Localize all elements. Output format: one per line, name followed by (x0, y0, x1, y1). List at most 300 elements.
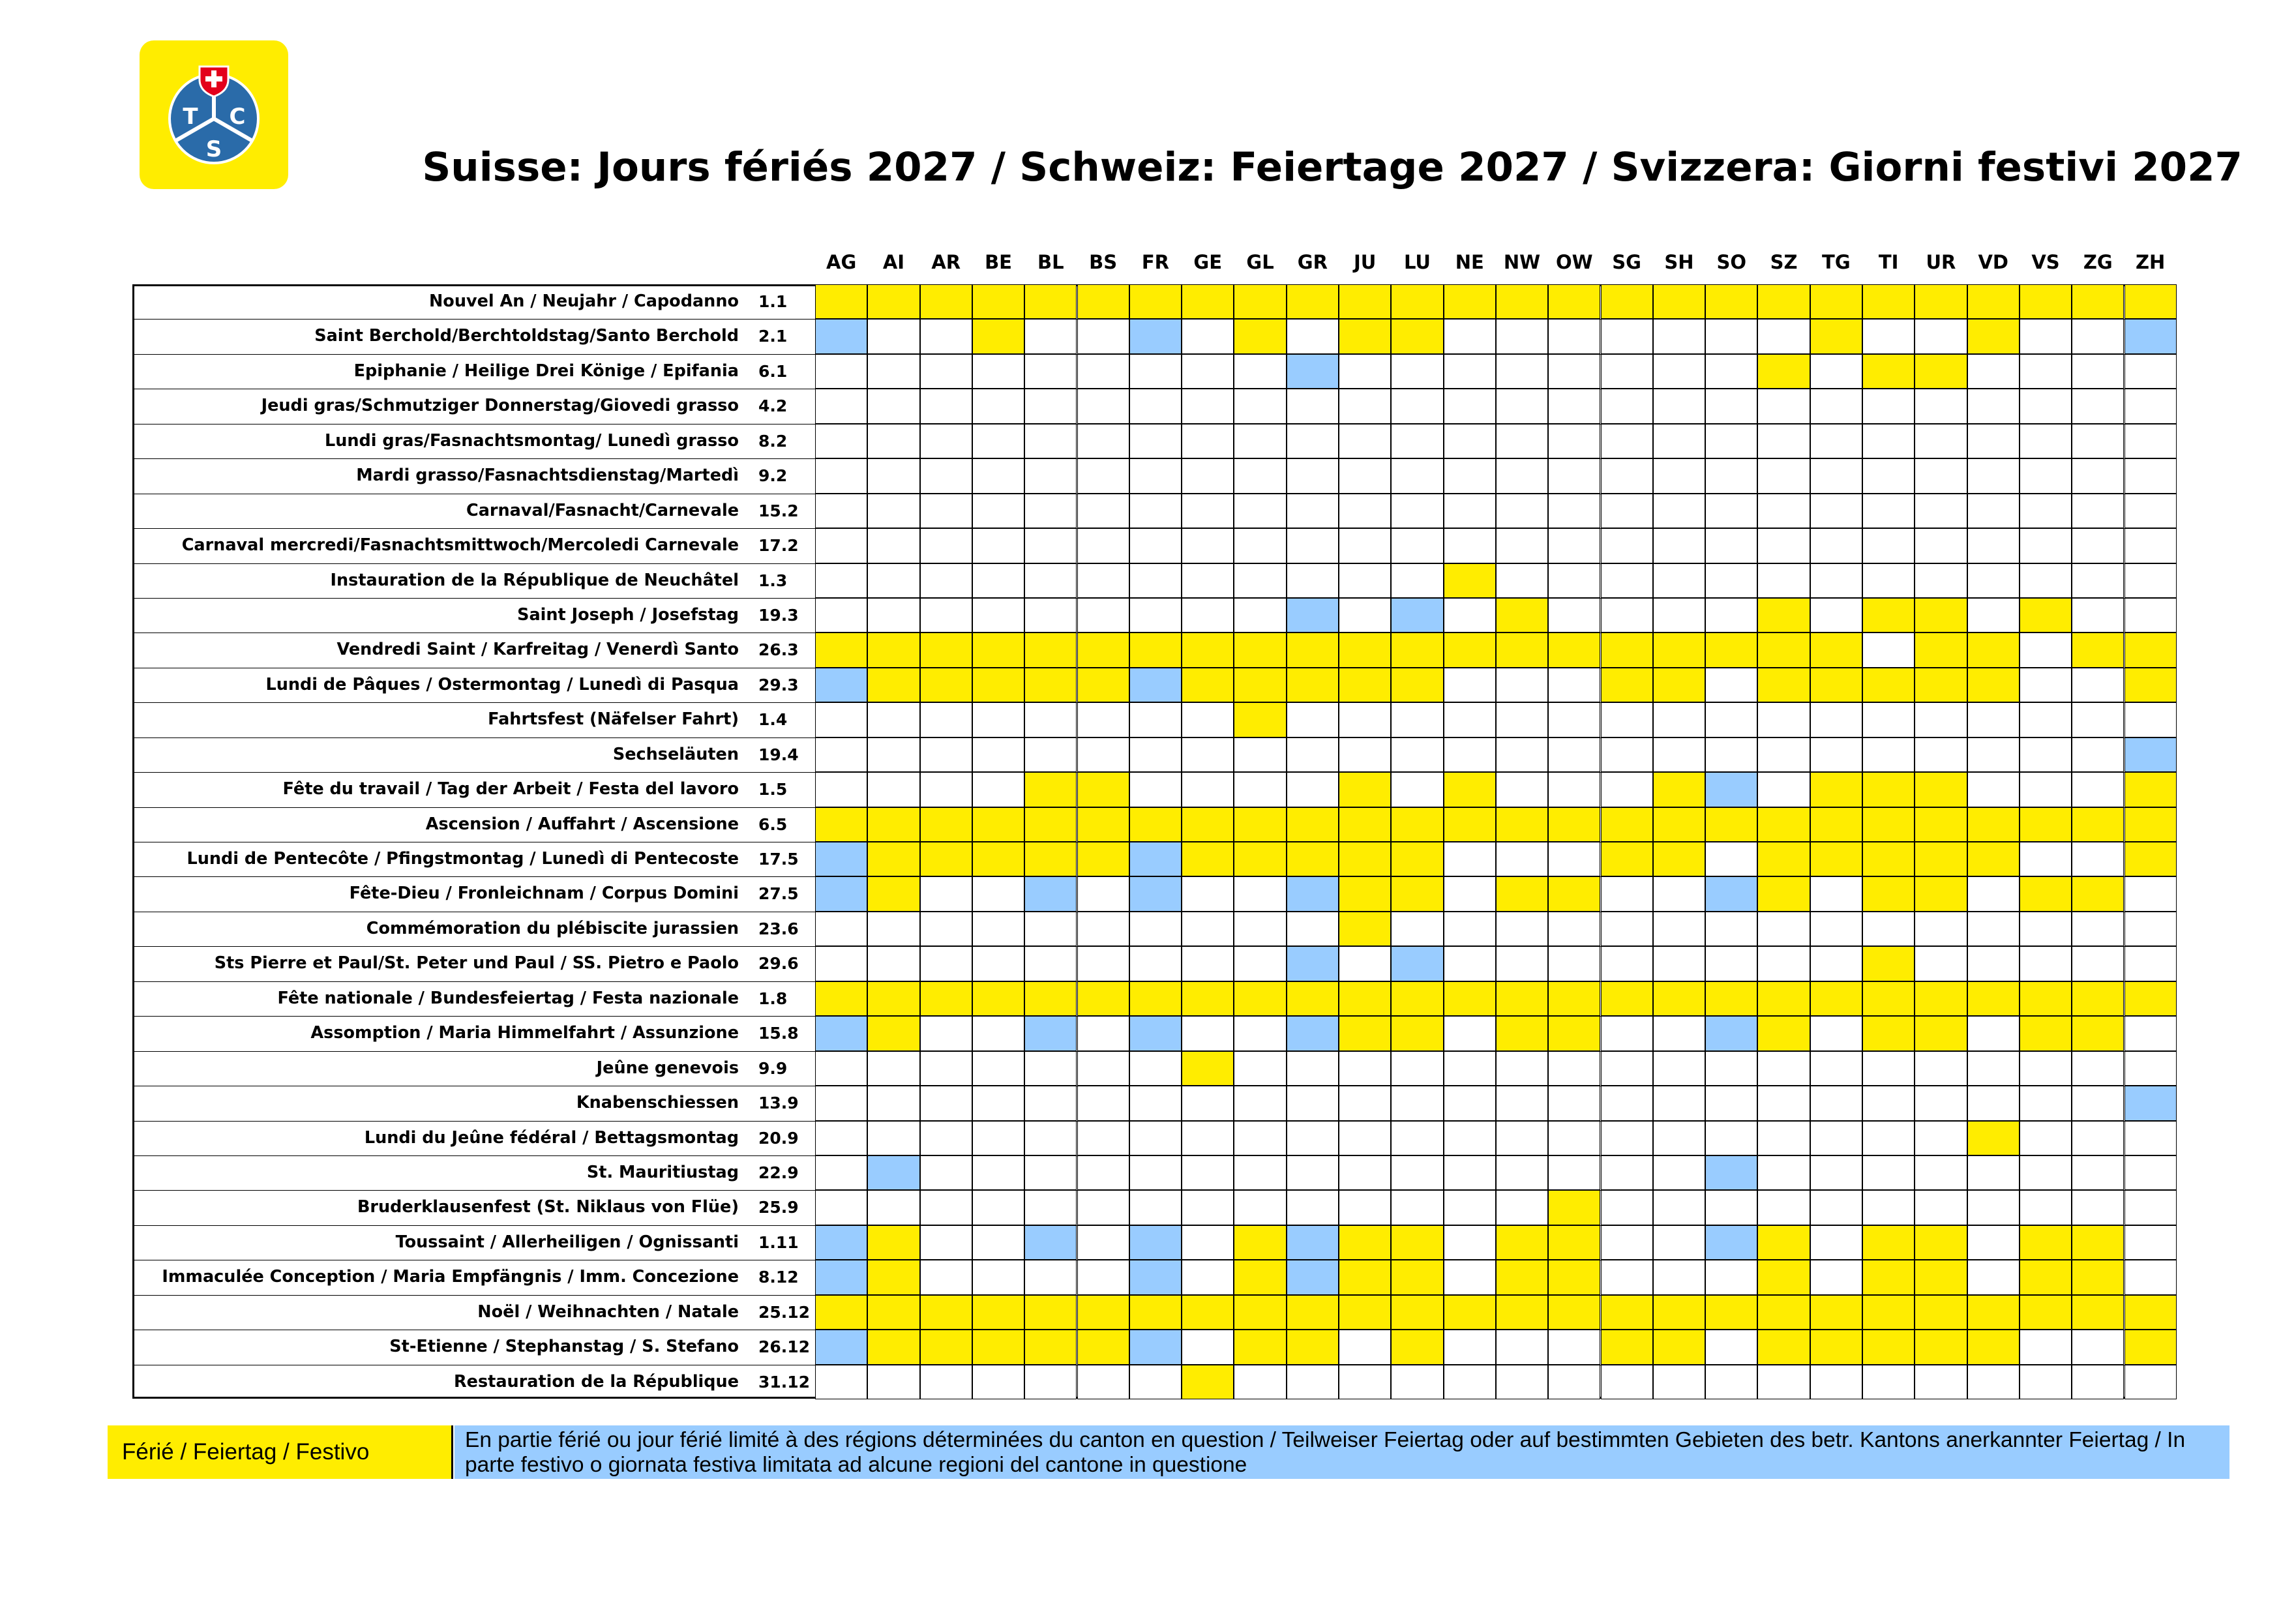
cell-sz-none (1757, 1190, 1810, 1225)
cell-vd-full (1967, 668, 2020, 702)
cell-tg-full (1810, 981, 1862, 1016)
cell-lu-partial (1391, 598, 1443, 633)
cell-ge-full (1182, 807, 1234, 842)
cell-lu-full (1391, 1225, 1443, 1260)
cell-ne-full (1444, 633, 1496, 667)
cell-lu-full (1391, 1260, 1443, 1294)
cell-ur-full (1915, 1016, 1967, 1050)
cell-vd-full (1967, 633, 2020, 667)
cell-gr-none (1287, 494, 1339, 528)
cell-ai-full (867, 1295, 919, 1330)
cell-ar-none (920, 1155, 972, 1190)
cell-gr-partial (1287, 1225, 1339, 1260)
cell-ag-none (815, 772, 867, 807)
cell-sz-full (1757, 1295, 1810, 1330)
cell-vs-none (2020, 946, 2072, 981)
table-row (132, 981, 2163, 1016)
cell-bl-none (1024, 1051, 1077, 1086)
cell-sh-none (1653, 424, 1705, 458)
cell-vs-full (2020, 598, 2072, 633)
cell-ju-full (1339, 807, 1391, 842)
holiday-name: Carnaval mercredi/Fasnachtsmittwoch/Mercoledi Carnevale (181, 535, 739, 556)
canton-header-ur: UR (1926, 251, 1956, 273)
cell-vs-full (2020, 981, 2072, 1016)
cell-ge-full (1182, 633, 1234, 667)
cell-sg-none (1601, 354, 1653, 389)
cell-zg-full (2072, 807, 2124, 842)
cell-zg-full (2072, 1295, 2124, 1330)
cell-ow-none (1548, 702, 1600, 737)
cell-bl-none (1024, 1121, 1077, 1155)
cell-ag-none (815, 912, 867, 946)
cell-sh-full (1653, 842, 1705, 876)
cell-zg-none (2072, 946, 2124, 981)
cell-ge-full (1182, 1295, 1234, 1330)
cell-vd-none (1967, 702, 2020, 737)
cell-gr-none (1287, 772, 1339, 807)
cell-ti-none (1862, 1086, 1915, 1120)
cell-bs-full (1077, 284, 1129, 319)
cell-ti-none (1862, 389, 1915, 423)
cell-vd-none (1967, 1155, 2020, 1190)
cell-tg-none (1810, 946, 1862, 981)
cell-gr-full (1287, 807, 1339, 842)
cell-ag-none (815, 424, 867, 458)
cell-vs-none (2020, 633, 2072, 667)
cell-bl-partial (1024, 1225, 1077, 1260)
cell-zg-none (2072, 424, 2124, 458)
cell-bs-none (1077, 1155, 1129, 1190)
holiday-date: 6.1 (758, 361, 788, 381)
cell-ow-none (1548, 737, 1600, 772)
cell-fr-partial (1129, 1016, 1182, 1050)
cell-tg-full (1810, 1330, 1862, 1364)
cell-ti-none (1862, 1051, 1915, 1086)
logo-letter-c: C (229, 104, 246, 130)
cell-nw-full (1496, 876, 1548, 911)
cell-lu-full (1391, 668, 1443, 702)
canton-header-fr: FR (1141, 251, 1170, 273)
cell-ju-full (1339, 842, 1391, 876)
cell-sh-none (1653, 702, 1705, 737)
table-row (132, 807, 2163, 842)
cell-nw-full (1496, 1016, 1548, 1050)
cell-ju-none (1339, 494, 1391, 528)
cell-ti-full (1862, 876, 1915, 911)
cell-ar-none (920, 389, 972, 423)
cell-nw-none (1496, 1086, 1548, 1120)
cell-nw-none (1496, 458, 1548, 493)
cell-ti-none (1862, 424, 1915, 458)
cell-sh-none (1653, 946, 1705, 981)
cell-zh-full (2125, 981, 2177, 1016)
holiday-name: St. Mauritiustag (586, 1163, 739, 1182)
cell-fr-none (1129, 354, 1182, 389)
cell-bs-none (1077, 737, 1129, 772)
cell-ag-partial (815, 1330, 867, 1364)
cell-bs-none (1077, 319, 1129, 353)
cell-lu-partial (1391, 946, 1443, 981)
cell-ju-none (1339, 354, 1391, 389)
cell-nw-none (1496, 389, 1548, 423)
cell-bl-full (1024, 981, 1077, 1016)
cell-ge-none (1182, 1121, 1234, 1155)
holiday-date: 9.2 (758, 466, 788, 486)
canton-header-ar: AR (931, 251, 961, 273)
cell-tg-none (1810, 389, 1862, 423)
holiday-date: 25.9 (758, 1198, 799, 1217)
cell-ge-none (1182, 563, 1234, 598)
cell-gr-none (1287, 1086, 1339, 1120)
cell-ti-none (1862, 633, 1915, 667)
cell-fr-none (1129, 946, 1182, 981)
cell-ar-none (920, 1190, 972, 1225)
cell-fr-none (1129, 494, 1182, 528)
canton-header-vs: VS (2031, 251, 2060, 273)
cell-ne-none (1444, 1016, 1496, 1050)
cell-ag-full (815, 807, 867, 842)
cell-tg-none (1810, 1121, 1862, 1155)
cell-sz-full (1757, 842, 1810, 876)
cell-sz-none (1757, 563, 1810, 598)
cell-sh-full (1653, 772, 1705, 807)
cell-ne-none (1444, 1190, 1496, 1225)
cell-gl-full (1234, 807, 1286, 842)
table-row (132, 319, 2163, 353)
legend-partial-holiday (455, 1425, 2229, 1479)
cell-gl-none (1234, 563, 1286, 598)
cell-bl-full (1024, 842, 1077, 876)
cell-ne-full (1444, 284, 1496, 319)
cell-sz-full (1757, 284, 1810, 319)
cell-ti-none (1862, 912, 1915, 946)
cell-gr-partial (1287, 876, 1339, 911)
cell-sh-none (1653, 1121, 1705, 1155)
cell-so-none (1705, 1365, 1757, 1399)
cell-sz-full (1757, 354, 1810, 389)
cell-sh-none (1653, 876, 1705, 911)
cell-bl-none (1024, 424, 1077, 458)
cell-vd-none (1967, 389, 2020, 423)
cell-lu-none (1391, 912, 1443, 946)
cell-ar-full (920, 633, 972, 667)
cell-sh-none (1653, 1260, 1705, 1294)
canton-header-ge: GE (1193, 251, 1223, 273)
holiday-date: 9.9 (758, 1058, 788, 1078)
cell-ag-partial (815, 842, 867, 876)
cell-ar-none (920, 737, 972, 772)
cell-ne-full (1444, 1295, 1496, 1330)
cell-ne-none (1444, 946, 1496, 981)
holiday-date: 27.5 (758, 884, 799, 904)
holiday-date: 1.11 (758, 1232, 799, 1252)
cell-ar-none (920, 1225, 972, 1260)
cell-ge-none (1182, 1225, 1234, 1260)
table-row (132, 1225, 2163, 1260)
cell-ne-none (1444, 842, 1496, 876)
cell-fr-none (1129, 1121, 1182, 1155)
cell-gl-none (1234, 424, 1286, 458)
cell-sg-full (1601, 1330, 1653, 1364)
page-title: Suisse: Jours fériés 2027 / Schweiz: Feiertage 2027 / Svizzera: Giorni festivi 2027 (422, 144, 2243, 190)
cell-sh-none (1653, 458, 1705, 493)
table-row (132, 458, 2163, 493)
cell-ai-full (867, 807, 919, 842)
cell-ju-none (1339, 1190, 1391, 1225)
cell-be-none (972, 1155, 1024, 1190)
cell-ow-none (1548, 528, 1600, 563)
cell-sg-none (1601, 1190, 1653, 1225)
cell-vs-none (2020, 458, 2072, 493)
cell-bs-none (1077, 702, 1129, 737)
cell-sz-none (1757, 1155, 1810, 1190)
table-row (132, 1086, 2163, 1120)
cell-be-none (972, 876, 1024, 911)
cell-gr-partial (1287, 946, 1339, 981)
holiday-date: 15.2 (758, 501, 799, 520)
table-row (132, 876, 2163, 911)
table-row (132, 1016, 2163, 1050)
cell-so-partial (1705, 1016, 1757, 1050)
cell-sg-none (1601, 1155, 1653, 1190)
holiday-name: Lundi de Pentecôte / Pfingstmontag / Lunedì di Pentecoste (186, 849, 739, 869)
cell-sg-full (1601, 1295, 1653, 1330)
cell-sz-none (1757, 912, 1810, 946)
cell-vd-none (1967, 1190, 2020, 1225)
cell-ti-full (1862, 807, 1915, 842)
cell-vd-full (1967, 1121, 2020, 1155)
canton-header-ne: NE (1455, 251, 1484, 273)
cell-sg-none (1601, 598, 1653, 633)
table-row (132, 494, 2163, 528)
cell-ag-none (815, 563, 867, 598)
cell-be-none (972, 1365, 1024, 1399)
cell-ju-full (1339, 668, 1391, 702)
cell-sh-full (1653, 633, 1705, 667)
cell-zg-none (2072, 319, 2124, 353)
cell-so-none (1705, 1051, 1757, 1086)
cell-be-none (972, 1260, 1024, 1294)
cell-nw-none (1496, 842, 1548, 876)
cell-be-full (972, 1330, 1024, 1364)
cell-gl-none (1234, 598, 1286, 633)
cell-ju-none (1339, 1155, 1391, 1190)
cell-ti-none (1862, 563, 1915, 598)
cell-bs-full (1077, 1295, 1129, 1330)
holiday-name: Carnaval/Fasnacht/Carnevale (466, 500, 739, 520)
cell-be-none (972, 702, 1024, 737)
holiday-date: 1.1 (758, 292, 788, 311)
cell-ju-full (1339, 319, 1391, 353)
cell-ow-none (1548, 1155, 1600, 1190)
cell-ag-none (815, 389, 867, 423)
cell-nw-none (1496, 912, 1548, 946)
cell-vs-none (2020, 389, 2072, 423)
cell-sz-full (1757, 981, 1810, 1016)
cell-nw-none (1496, 1155, 1548, 1190)
holiday-date: 13.9 (758, 1094, 799, 1113)
cell-ai-none (867, 702, 919, 737)
cell-ai-none (867, 772, 919, 807)
cell-tg-none (1810, 1190, 1862, 1225)
cell-ne-none (1444, 1121, 1496, 1155)
cell-ag-partial (815, 319, 867, 353)
cell-zh-full (2125, 284, 2177, 319)
cell-be-none (972, 737, 1024, 772)
cell-gl-none (1234, 354, 1286, 389)
cell-ar-full (920, 807, 972, 842)
cell-sh-full (1653, 668, 1705, 702)
cell-ju-none (1339, 1051, 1391, 1086)
cell-fr-none (1129, 1190, 1182, 1225)
cell-ai-full (867, 1260, 919, 1294)
cell-vd-none (1967, 424, 2020, 458)
cell-sg-full (1601, 668, 1653, 702)
cell-zh-partial (2125, 319, 2177, 353)
holiday-date: 26.12 (758, 1337, 811, 1357)
cell-zh-none (2125, 946, 2177, 981)
cell-sh-none (1653, 737, 1705, 772)
cell-ar-none (920, 354, 972, 389)
cell-lu-none (1391, 389, 1443, 423)
cell-zg-none (2072, 1190, 2124, 1225)
cell-ne-none (1444, 319, 1496, 353)
cell-ur-full (1915, 981, 1967, 1016)
cell-gl-none (1234, 1365, 1286, 1399)
cell-lu-none (1391, 494, 1443, 528)
table-row (132, 563, 2163, 598)
cell-zg-none (2072, 1365, 2124, 1399)
cell-zg-none (2072, 668, 2124, 702)
cell-gl-none (1234, 528, 1286, 563)
cell-gl-none (1234, 458, 1286, 493)
holiday-date: 4.2 (758, 396, 788, 416)
cell-so-none (1705, 1086, 1757, 1120)
cell-zh-none (2125, 1225, 2177, 1260)
cell-zg-none (2072, 354, 2124, 389)
cell-vd-none (1967, 772, 2020, 807)
cell-ti-none (1862, 1365, 1915, 1399)
cell-gr-none (1287, 1190, 1339, 1225)
cell-tg-none (1810, 528, 1862, 563)
cell-be-none (972, 598, 1024, 633)
cell-ne-none (1444, 598, 1496, 633)
table-row (132, 633, 2163, 667)
cell-fr-full (1129, 807, 1182, 842)
cell-ow-full (1548, 284, 1600, 319)
cell-ow-none (1548, 912, 1600, 946)
holiday-name: Fête nationale / Bundesfeiertag / Festa nazionale (277, 988, 739, 1008)
cell-ow-full (1548, 1225, 1600, 1260)
cell-gl-full (1234, 981, 1286, 1016)
cell-ge-none (1182, 1190, 1234, 1225)
cell-bl-full (1024, 633, 1077, 667)
cell-zh-none (2125, 354, 2177, 389)
cell-gl-none (1234, 737, 1286, 772)
cell-be-full (972, 842, 1024, 876)
holiday-name: Jeudi gras/Schmutziger Donnerstag/Giovedi grasso (261, 396, 739, 416)
cell-bs-full (1077, 1330, 1129, 1364)
cell-zg-none (2072, 702, 2124, 737)
holiday-date: 6.5 (758, 814, 788, 834)
holiday-name: Lundi de Pâques / Ostermontag / Lunedì di Pasqua (265, 674, 739, 694)
cell-so-none (1705, 319, 1757, 353)
cell-vd-none (1967, 737, 2020, 772)
holiday-name: Instauration de la République de Neuchâtel (330, 570, 739, 590)
cell-be-none (972, 772, 1024, 807)
canton-header-zg: ZG (2083, 251, 2113, 273)
cell-ow-none (1548, 458, 1600, 493)
cell-fr-none (1129, 528, 1182, 563)
cell-sz-none (1757, 1051, 1810, 1086)
cell-ai-full (867, 1330, 919, 1364)
cell-gl-none (1234, 772, 1286, 807)
cell-bs-full (1077, 981, 1129, 1016)
canton-header-gr: GR (1297, 251, 1328, 273)
cell-ge-none (1182, 702, 1234, 737)
table-row (132, 1121, 2163, 1155)
cell-nw-full (1496, 1225, 1548, 1260)
cell-nw-none (1496, 668, 1548, 702)
holiday-date: 1.8 (758, 989, 788, 1008)
cell-ne-none (1444, 1155, 1496, 1190)
cell-ge-full (1182, 842, 1234, 876)
cell-zg-full (2072, 284, 2124, 319)
cell-ju-full (1339, 912, 1391, 946)
cell-ur-full (1915, 668, 1967, 702)
cell-sz-full (1757, 1330, 1810, 1364)
cell-ge-full (1182, 1365, 1234, 1399)
cell-bs-none (1077, 458, 1129, 493)
cell-lu-none (1391, 1190, 1443, 1225)
cell-zh-full (2125, 807, 2177, 842)
cell-vs-none (2020, 528, 2072, 563)
cell-lu-none (1391, 702, 1443, 737)
cell-ju-full (1339, 1225, 1391, 1260)
cell-zh-full (2125, 633, 2177, 667)
cell-tg-full (1810, 807, 1862, 842)
cell-be-full (972, 633, 1024, 667)
cell-ge-none (1182, 876, 1234, 911)
cell-fr-full (1129, 981, 1182, 1016)
cell-ti-none (1862, 458, 1915, 493)
cell-lu-none (1391, 1121, 1443, 1155)
cell-ar-none (920, 563, 972, 598)
cell-vs-none (2020, 1330, 2072, 1364)
cell-so-full (1705, 284, 1757, 319)
cell-ag-none (815, 702, 867, 737)
cell-nw-none (1496, 1365, 1548, 1399)
cell-vd-none (1967, 354, 2020, 389)
holiday-date: 2.1 (758, 327, 788, 346)
cell-nw-full (1496, 284, 1548, 319)
cell-sz-none (1757, 1365, 1810, 1399)
cell-sh-full (1653, 981, 1705, 1016)
cell-gl-none (1234, 1121, 1286, 1155)
cell-be-none (972, 424, 1024, 458)
cell-so-partial (1705, 1225, 1757, 1260)
cell-vd-none (1967, 1225, 2020, 1260)
cell-bs-none (1077, 354, 1129, 389)
table-row (132, 389, 2163, 423)
table-row (132, 668, 2163, 702)
cell-bs-none (1077, 1016, 1129, 1050)
cell-ge-none (1182, 354, 1234, 389)
cell-fr-none (1129, 1155, 1182, 1190)
canton-header-ai: AI (882, 251, 905, 273)
cell-gr-none (1287, 319, 1339, 353)
cell-ag-full (815, 981, 867, 1016)
